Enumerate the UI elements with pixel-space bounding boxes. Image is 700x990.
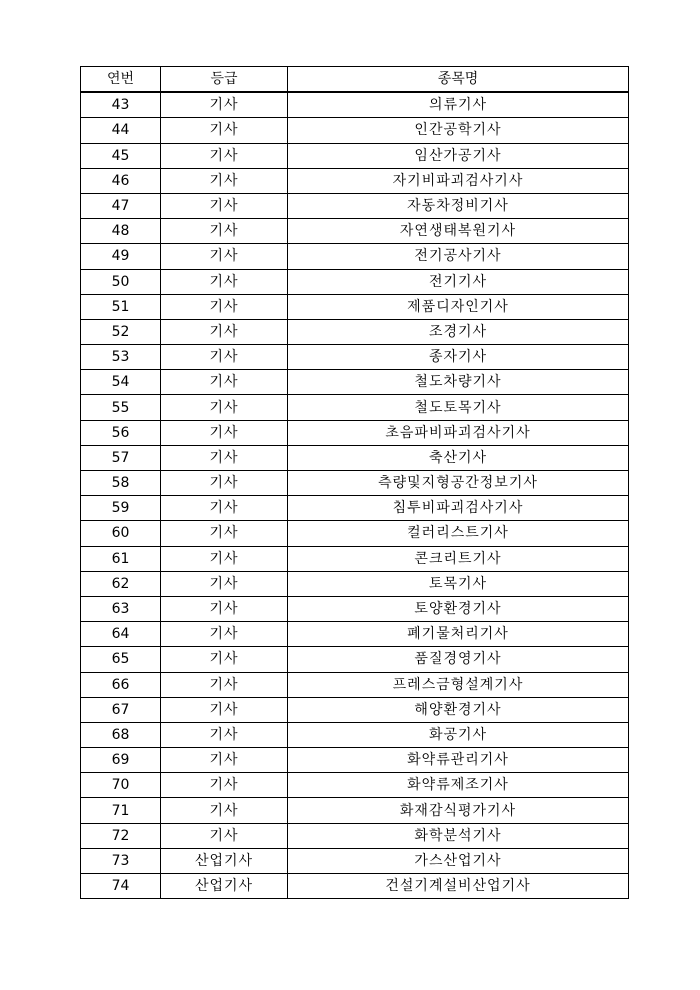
row-number: 73 [81,848,161,873]
row-item-name: 토목기사 [288,571,629,596]
table-row [81,622,629,647]
row-number: 64 [81,622,161,647]
table-row [81,118,629,143]
row-grade: 기사 [161,823,288,848]
row-grade: 기사 [161,596,288,621]
row-item-name: 전기공사기사 [288,244,629,269]
row-number: 50 [81,269,161,294]
row-number: 54 [81,370,161,395]
row-grade: 기사 [161,748,288,773]
row-grade: 기사 [161,395,288,420]
table-row [81,345,629,370]
table-row [81,244,629,269]
row-grade: 기사 [161,92,288,118]
row-item-name: 제품디자인기사 [288,294,629,319]
row-item-name: 철도차량기사 [288,370,629,395]
row-number: 46 [81,168,161,193]
table-row [81,471,629,496]
row-grade: 기사 [161,118,288,143]
row-number: 68 [81,722,161,747]
row-grade: 기사 [161,521,288,546]
row-number: 49 [81,244,161,269]
row-number: 53 [81,345,161,370]
row-grade: 기사 [161,647,288,672]
table-row [81,697,629,722]
row-number: 71 [81,798,161,823]
row-grade: 기사 [161,370,288,395]
row-number: 63 [81,596,161,621]
row-grade: 기사 [161,445,288,470]
table-row [81,219,629,244]
row-grade: 산업기사 [161,874,288,899]
table-body [81,92,629,899]
table-row [81,823,629,848]
row-grade: 기사 [161,722,288,747]
row-grade: 기사 [161,798,288,823]
row-grade: 산업기사 [161,848,288,873]
row-item-name: 가스산업기사 [288,848,629,873]
header-grade: 등급 [161,67,288,93]
row-number: 62 [81,571,161,596]
table-row [81,294,629,319]
row-item-name: 화공기사 [288,722,629,747]
row-number: 51 [81,294,161,319]
table-row [81,546,629,571]
row-number: 66 [81,672,161,697]
row-number: 57 [81,445,161,470]
row-grade: 기사 [161,345,288,370]
row-grade: 기사 [161,622,288,647]
header-number: 연번 [81,67,161,93]
table-row [81,370,629,395]
row-number: 43 [81,92,161,118]
row-item-name: 화약류관리기사 [288,748,629,773]
table-row [81,521,629,546]
table-header-row [81,67,629,93]
table-row [81,596,629,621]
table-row [81,722,629,747]
row-grade: 기사 [161,168,288,193]
table-row [81,168,629,193]
row-number: 69 [81,748,161,773]
row-number: 48 [81,219,161,244]
row-number: 56 [81,420,161,445]
row-item-name: 인간공학기사 [288,118,629,143]
table-row [81,672,629,697]
row-grade: 기사 [161,672,288,697]
row-number: 72 [81,823,161,848]
table-row [81,798,629,823]
row-item-name: 측량및지형공간정보기사 [288,471,629,496]
row-grade: 기사 [161,244,288,269]
row-number: 67 [81,697,161,722]
table-row [81,748,629,773]
row-item-name: 해양환경기사 [288,697,629,722]
header-item-name: 종목명 [288,67,629,93]
table-row [81,269,629,294]
table-row [81,496,629,521]
row-number: 47 [81,193,161,218]
row-grade: 기사 [161,496,288,521]
row-number: 59 [81,496,161,521]
row-number: 45 [81,143,161,168]
row-grade: 기사 [161,773,288,798]
table-row [81,92,629,118]
row-number: 70 [81,773,161,798]
table-row [81,420,629,445]
row-item-name: 자동차정비기사 [288,193,629,218]
row-item-name: 의류기사 [288,92,629,118]
row-item-name: 축산기사 [288,445,629,470]
row-item-name: 전기기사 [288,269,629,294]
row-item-name: 초음파비파괴검사기사 [288,420,629,445]
row-number: 55 [81,395,161,420]
row-grade: 기사 [161,697,288,722]
row-item-name: 자기비파괴검사기사 [288,168,629,193]
row-item-name: 화약류제조기사 [288,773,629,798]
table-row [81,193,629,218]
row-item-name: 조경기사 [288,319,629,344]
row-number: 44 [81,118,161,143]
row-grade: 기사 [161,420,288,445]
row-item-name: 침투비파괴검사기사 [288,496,629,521]
row-item-name: 화학분석기사 [288,823,629,848]
row-grade: 기사 [161,294,288,319]
row-item-name: 철도토목기사 [288,395,629,420]
row-grade: 기사 [161,143,288,168]
table-row [81,773,629,798]
row-grade: 기사 [161,319,288,344]
row-number: 52 [81,319,161,344]
row-grade: 기사 [161,193,288,218]
row-item-name: 컬러리스트기사 [288,521,629,546]
table-row [81,848,629,873]
row-number: 65 [81,647,161,672]
row-item-name: 종자기사 [288,345,629,370]
table-row [81,571,629,596]
row-grade: 기사 [161,269,288,294]
table-row [81,874,629,899]
certification-table [80,66,629,899]
row-number: 61 [81,546,161,571]
row-grade: 기사 [161,546,288,571]
table-row [81,647,629,672]
row-number: 58 [81,471,161,496]
table-row [81,395,629,420]
row-item-name: 콘크리트기사 [288,546,629,571]
row-number: 60 [81,521,161,546]
table-row [81,445,629,470]
row-grade: 기사 [161,571,288,596]
row-item-name: 화재감식평가기사 [288,798,629,823]
row-item-name: 품질경영기사 [288,647,629,672]
row-item-name: 건설기계설비산업기사 [288,874,629,899]
row-grade: 기사 [161,471,288,496]
row-item-name: 프레스금형설계기사 [288,672,629,697]
row-item-name: 토양환경기사 [288,596,629,621]
table-row [81,143,629,168]
row-item-name: 임산가공기사 [288,143,629,168]
row-grade: 기사 [161,219,288,244]
row-item-name: 자연생태복원기사 [288,219,629,244]
row-item-name: 폐기물처리기사 [288,622,629,647]
table-row [81,319,629,344]
row-number: 74 [81,874,161,899]
